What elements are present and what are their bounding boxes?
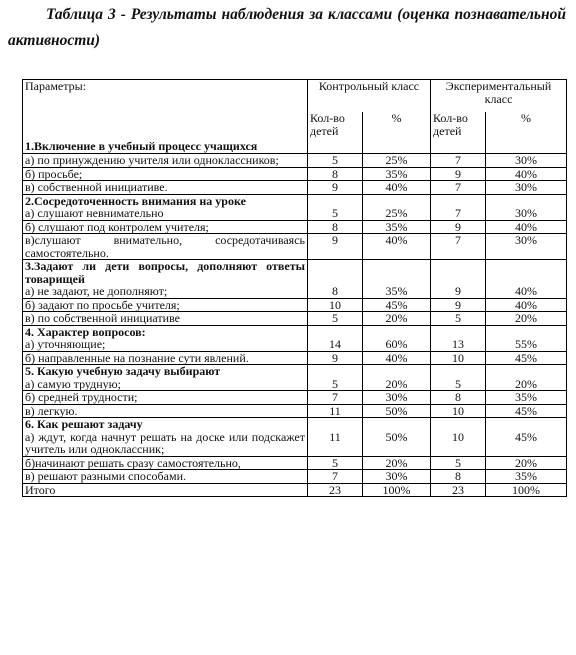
control-percent-value: 35% (385, 166, 408, 181)
param-label: а) ждут, когда начнут решать на доске или подскажет учитель или одноклассник; (25, 429, 305, 456)
experimental-count-value: 5 (455, 455, 462, 470)
control-percent-cell (363, 365, 431, 391)
param-cell (23, 298, 308, 312)
param-header-cell (23, 80, 308, 154)
section-spacer (310, 418, 360, 431)
experimental-percent-cell (486, 351, 567, 365)
control-percent-cell (363, 404, 431, 418)
table-row (23, 391, 567, 405)
control-percent-cell (363, 391, 431, 405)
control-percent-cell (363, 470, 431, 484)
table-row (23, 325, 567, 351)
experimental-percent-cell (486, 470, 567, 484)
experimental-percent-value: 30% (515, 233, 538, 247)
experimental-percent-value: 45% (515, 429, 538, 444)
param-label: а) слушают невнимательно (25, 206, 164, 220)
control-count-value: 5 (332, 455, 338, 470)
param-label: б) средней трудности; (25, 390, 138, 404)
control-percent-cell (363, 351, 431, 365)
control-percent-cell (363, 298, 431, 312)
control-count-value: 8 (332, 284, 338, 298)
control-percent-cell (363, 194, 431, 220)
control-count-value: 5 (332, 376, 338, 391)
experimental-percent-cell (486, 234, 567, 260)
experimental-count-value: 5 (455, 376, 462, 391)
control-count-value: 11 (329, 429, 341, 444)
experimental-percent-cell (486, 298, 567, 312)
param-cell (23, 234, 308, 260)
param-label: в) по собственной инициативе (25, 311, 180, 325)
experimental-percent-value: 40% (515, 284, 538, 298)
control-percent-value: 45% (385, 297, 408, 312)
experimental-percent-cell (486, 167, 567, 181)
experimental-count-cell (431, 483, 486, 497)
param-label: б) просьбе; (25, 166, 83, 181)
experimental-percent-value: 20% (515, 455, 538, 470)
control-count-cell (308, 194, 363, 220)
control-percent-cell (363, 312, 431, 326)
control-count-value: 8 (332, 166, 338, 181)
experimental-percent-cell (486, 456, 567, 470)
first-section-header: 1.Включение в учебный процесс учащихся (25, 138, 258, 153)
param-label: б) задают по просьбе учителя; (25, 297, 180, 312)
experimental-percent-cell (486, 194, 567, 220)
param-label: а) не задают, не дополняют; (25, 284, 168, 298)
control-percent-value: 100% (382, 482, 411, 497)
experimental-percent-value: 40% (515, 297, 538, 312)
section-spacer (433, 418, 483, 431)
control-count-cell (308, 365, 363, 391)
section-header: 6. Как решают задачу (25, 417, 143, 431)
control-percent-cell (363, 483, 431, 497)
control-percent-value: 30% (385, 469, 408, 483)
param-cell (23, 456, 308, 470)
control-count-cell (308, 260, 363, 299)
section-spacer (310, 365, 360, 378)
experimental-count-value: 10 (452, 350, 465, 365)
experimental-count-value: 9 (455, 284, 462, 298)
control-count-value: 9 (332, 350, 338, 365)
table-row (23, 181, 567, 195)
param-cell (23, 404, 308, 418)
experimental-count-value: 9 (455, 166, 462, 181)
section-spacer (488, 418, 564, 431)
experimental-percent-value: 20% (515, 376, 538, 391)
experimental-count-value: 23 (452, 482, 465, 497)
control-percent-cell (363, 325, 431, 351)
section-header: 2.Сосредоточенность внимания на уроке (25, 193, 246, 208)
table-row (23, 470, 567, 484)
experimental-percent-value: 45% (515, 403, 538, 418)
control-count-cell (308, 418, 363, 457)
param-cell (23, 194, 308, 220)
control-percent-value: 60% (385, 337, 408, 351)
param-header: Параметры: (25, 79, 87, 93)
table-body (23, 80, 567, 497)
experimental-count-cell (431, 260, 486, 299)
control-count-value: 11 (329, 403, 341, 418)
experimental-percent-value: 100% (512, 482, 541, 497)
section-header: 5. Какую учебную задачу выбирают (25, 364, 221, 378)
experimental-count-cell (431, 154, 486, 168)
experimental-count-value: 9 (455, 219, 462, 234)
control-percent-value: 35% (385, 219, 408, 234)
experimental-count-header: Кол-во детей (431, 112, 486, 153)
table-row (23, 298, 567, 312)
experimental-count-cell (431, 234, 486, 260)
param-label: в) собственной инициативе. (25, 180, 168, 194)
experimental-percent-value: 40% (515, 219, 538, 234)
experimental-percent-value: 40% (515, 166, 538, 181)
table-row (23, 234, 567, 260)
experimental-count-cell (431, 325, 486, 351)
experimental-percent-value: 55% (515, 337, 538, 351)
experimental-count-value: 10 (452, 429, 465, 444)
experimental-percent-value: 35% (515, 390, 538, 404)
experimental-percent-cell (486, 312, 567, 326)
section-spacer (433, 365, 483, 378)
param-label: в) легкую. (25, 403, 78, 418)
control-count-cell (308, 298, 363, 312)
control-count-cell (308, 325, 363, 351)
param-cell (23, 154, 308, 168)
table-row (23, 220, 567, 234)
section-spacer (310, 260, 360, 285)
table-row (23, 365, 567, 391)
control-percent-value: 30% (385, 390, 408, 404)
section-spacer (365, 365, 428, 378)
control-percent-cell (363, 456, 431, 470)
section-header: 4. Характер вопросов: (25, 324, 146, 339)
control-count-value: 5 (332, 311, 338, 325)
control-count-cell (308, 312, 363, 326)
control-percent-value: 20% (385, 376, 408, 391)
param-label: а) уточняющие; (25, 337, 106, 351)
control-percent-cell (363, 234, 431, 260)
param-cell (23, 312, 308, 326)
control-count-cell (308, 404, 363, 418)
experimental-count-cell (431, 391, 486, 405)
experimental-count-cell (431, 470, 486, 484)
experimental-percent-cell (486, 404, 567, 418)
experimental-count-cell (431, 167, 486, 181)
control-percent-cell (363, 220, 431, 234)
experimental-percent-value: 35% (515, 469, 538, 483)
param-label: а) самую трудную; (25, 376, 121, 391)
experimental-count-value: 7 (455, 153, 462, 167)
table-row (23, 194, 567, 220)
experimental-count-cell (431, 456, 486, 470)
experimental-percent-cell (486, 181, 567, 195)
param-cell (23, 418, 308, 457)
table-row (23, 456, 567, 470)
table-row (23, 154, 567, 168)
control-count-cell (308, 351, 363, 365)
param-label: Итого (25, 482, 56, 497)
control-count-cell (308, 181, 363, 195)
table-row (23, 260, 567, 299)
control-percent-cell (363, 260, 431, 299)
experimental-percent-value: 30% (515, 180, 538, 194)
experimental-count-cell (431, 220, 486, 234)
experimental-count-cell (431, 298, 486, 312)
control-count-value: 9 (332, 180, 338, 194)
control-percent-value: 25% (385, 153, 408, 167)
experimental-count-value: 9 (455, 297, 462, 312)
control-count-value: 14 (329, 337, 341, 351)
param-cell (23, 181, 308, 195)
control-count-value: 23 (329, 482, 341, 497)
control-count-value: 5 (332, 206, 338, 220)
control-count-value: 5 (332, 153, 338, 167)
control-count-cell (308, 470, 363, 484)
experimental-count-value: 5 (455, 311, 462, 325)
experimental-percent-value: 20% (515, 311, 538, 325)
section-spacer (488, 365, 564, 378)
control-percent-cell (363, 167, 431, 181)
param-label: в)слушают внимательно, сосредотачиваясь самостоятельно. (25, 233, 305, 260)
param-cell (23, 470, 308, 484)
control-percent-value: 35% (385, 284, 408, 298)
header-row (23, 80, 567, 113)
control-count-value: 7 (332, 390, 338, 404)
table-row (23, 167, 567, 181)
experimental-percent-cell (486, 260, 567, 299)
experimental-percent-cell (486, 483, 567, 497)
table-row (23, 351, 567, 365)
control-count-cell (308, 483, 363, 497)
control-count-value: 10 (329, 297, 341, 312)
param-cell (23, 260, 308, 299)
experimental-count-cell (431, 194, 486, 220)
control-percent-cell (363, 181, 431, 195)
control-count-cell (308, 220, 363, 234)
param-label: а) по принуждению учителя или одноклассников; (25, 153, 279, 167)
control-count-cell (308, 154, 363, 168)
experimental-percent-cell (486, 220, 567, 234)
control-count-value: 8 (332, 219, 338, 234)
experimental-count-value: 7 (455, 233, 462, 247)
table-title: Таблица 3 - Результаты наблюдения за классами (оценка познавательной активности) (8, 6, 566, 49)
control-count-cell (308, 391, 363, 405)
param-cell (23, 325, 308, 351)
experimental-percent-cell (486, 325, 567, 351)
experimental-count-cell (431, 312, 486, 326)
experimental-count-cell (431, 351, 486, 365)
param-cell (23, 351, 308, 365)
control-percent-value: 25% (385, 206, 408, 220)
experimental-count-value: 13 (452, 337, 465, 351)
section-spacer (433, 260, 483, 285)
experimental-percent-value: 30% (515, 153, 538, 167)
observation-table (22, 79, 567, 497)
experimental-count-cell (431, 181, 486, 195)
experimental-percent-cell (486, 418, 567, 457)
experimental-percent-cell (486, 391, 567, 405)
section-spacer (365, 418, 428, 431)
param-cell (23, 365, 308, 391)
experimental-count-cell (431, 418, 486, 457)
control-count-cell (308, 234, 363, 260)
control-percent-cell (363, 154, 431, 168)
experimental-count-value: 10 (452, 403, 465, 418)
table-row (23, 418, 567, 457)
control-percent-value: 40% (385, 350, 408, 365)
table-row (23, 312, 567, 326)
experimental-class-header: Экспериментальный класс (431, 80, 567, 113)
param-cell (23, 167, 308, 181)
table-row (23, 483, 567, 497)
param-label: б)начинают решать сразу самостоятельно, (25, 455, 241, 470)
experimental-count-value: 8 (455, 390, 462, 404)
experimental-percent-value: 45% (515, 350, 538, 365)
section-spacer (488, 260, 564, 285)
table-row (23, 404, 567, 418)
experimental-percent-cell (486, 365, 567, 391)
param-label: в) решают разными способами. (25, 469, 186, 483)
control-count-header: Кол-во детей (308, 112, 363, 153)
experimental-percent-value: 30% (515, 206, 538, 220)
control-percent-header: % (363, 112, 431, 153)
param-cell (23, 391, 308, 405)
control-percent-value: 50% (385, 403, 408, 418)
section-spacer (365, 260, 428, 285)
control-percent-value: 40% (385, 180, 408, 194)
control-percent-cell (363, 418, 431, 457)
control-percent-value: 20% (385, 311, 408, 325)
control-percent-value: 20% (385, 455, 408, 470)
control-count-cell (308, 456, 363, 470)
experimental-percent-cell (486, 154, 567, 168)
control-count-value: 9 (332, 233, 338, 247)
control-count-value: 7 (332, 469, 338, 483)
experimental-percent-header: % (486, 112, 567, 153)
experimental-count-value: 8 (455, 469, 462, 483)
section-header: 3.Задают ли дети вопросы, дополняют ответы товарищей (25, 259, 305, 286)
experimental-count-cell (431, 404, 486, 418)
experimental-count-cell (431, 365, 486, 391)
param-cell (23, 220, 308, 234)
control-percent-value: 50% (385, 429, 408, 444)
experimental-count-value: 7 (455, 180, 462, 194)
param-cell (23, 483, 308, 497)
control-percent-value: 40% (385, 233, 408, 247)
control-count-cell (308, 167, 363, 181)
experimental-count-value: 7 (455, 206, 462, 220)
param-label: б) направленные на познание сути явлений. (25, 350, 249, 365)
control-class-header: Контрольный класс (308, 80, 431, 113)
param-label: б) слушают под контролем учителя; (25, 219, 209, 234)
